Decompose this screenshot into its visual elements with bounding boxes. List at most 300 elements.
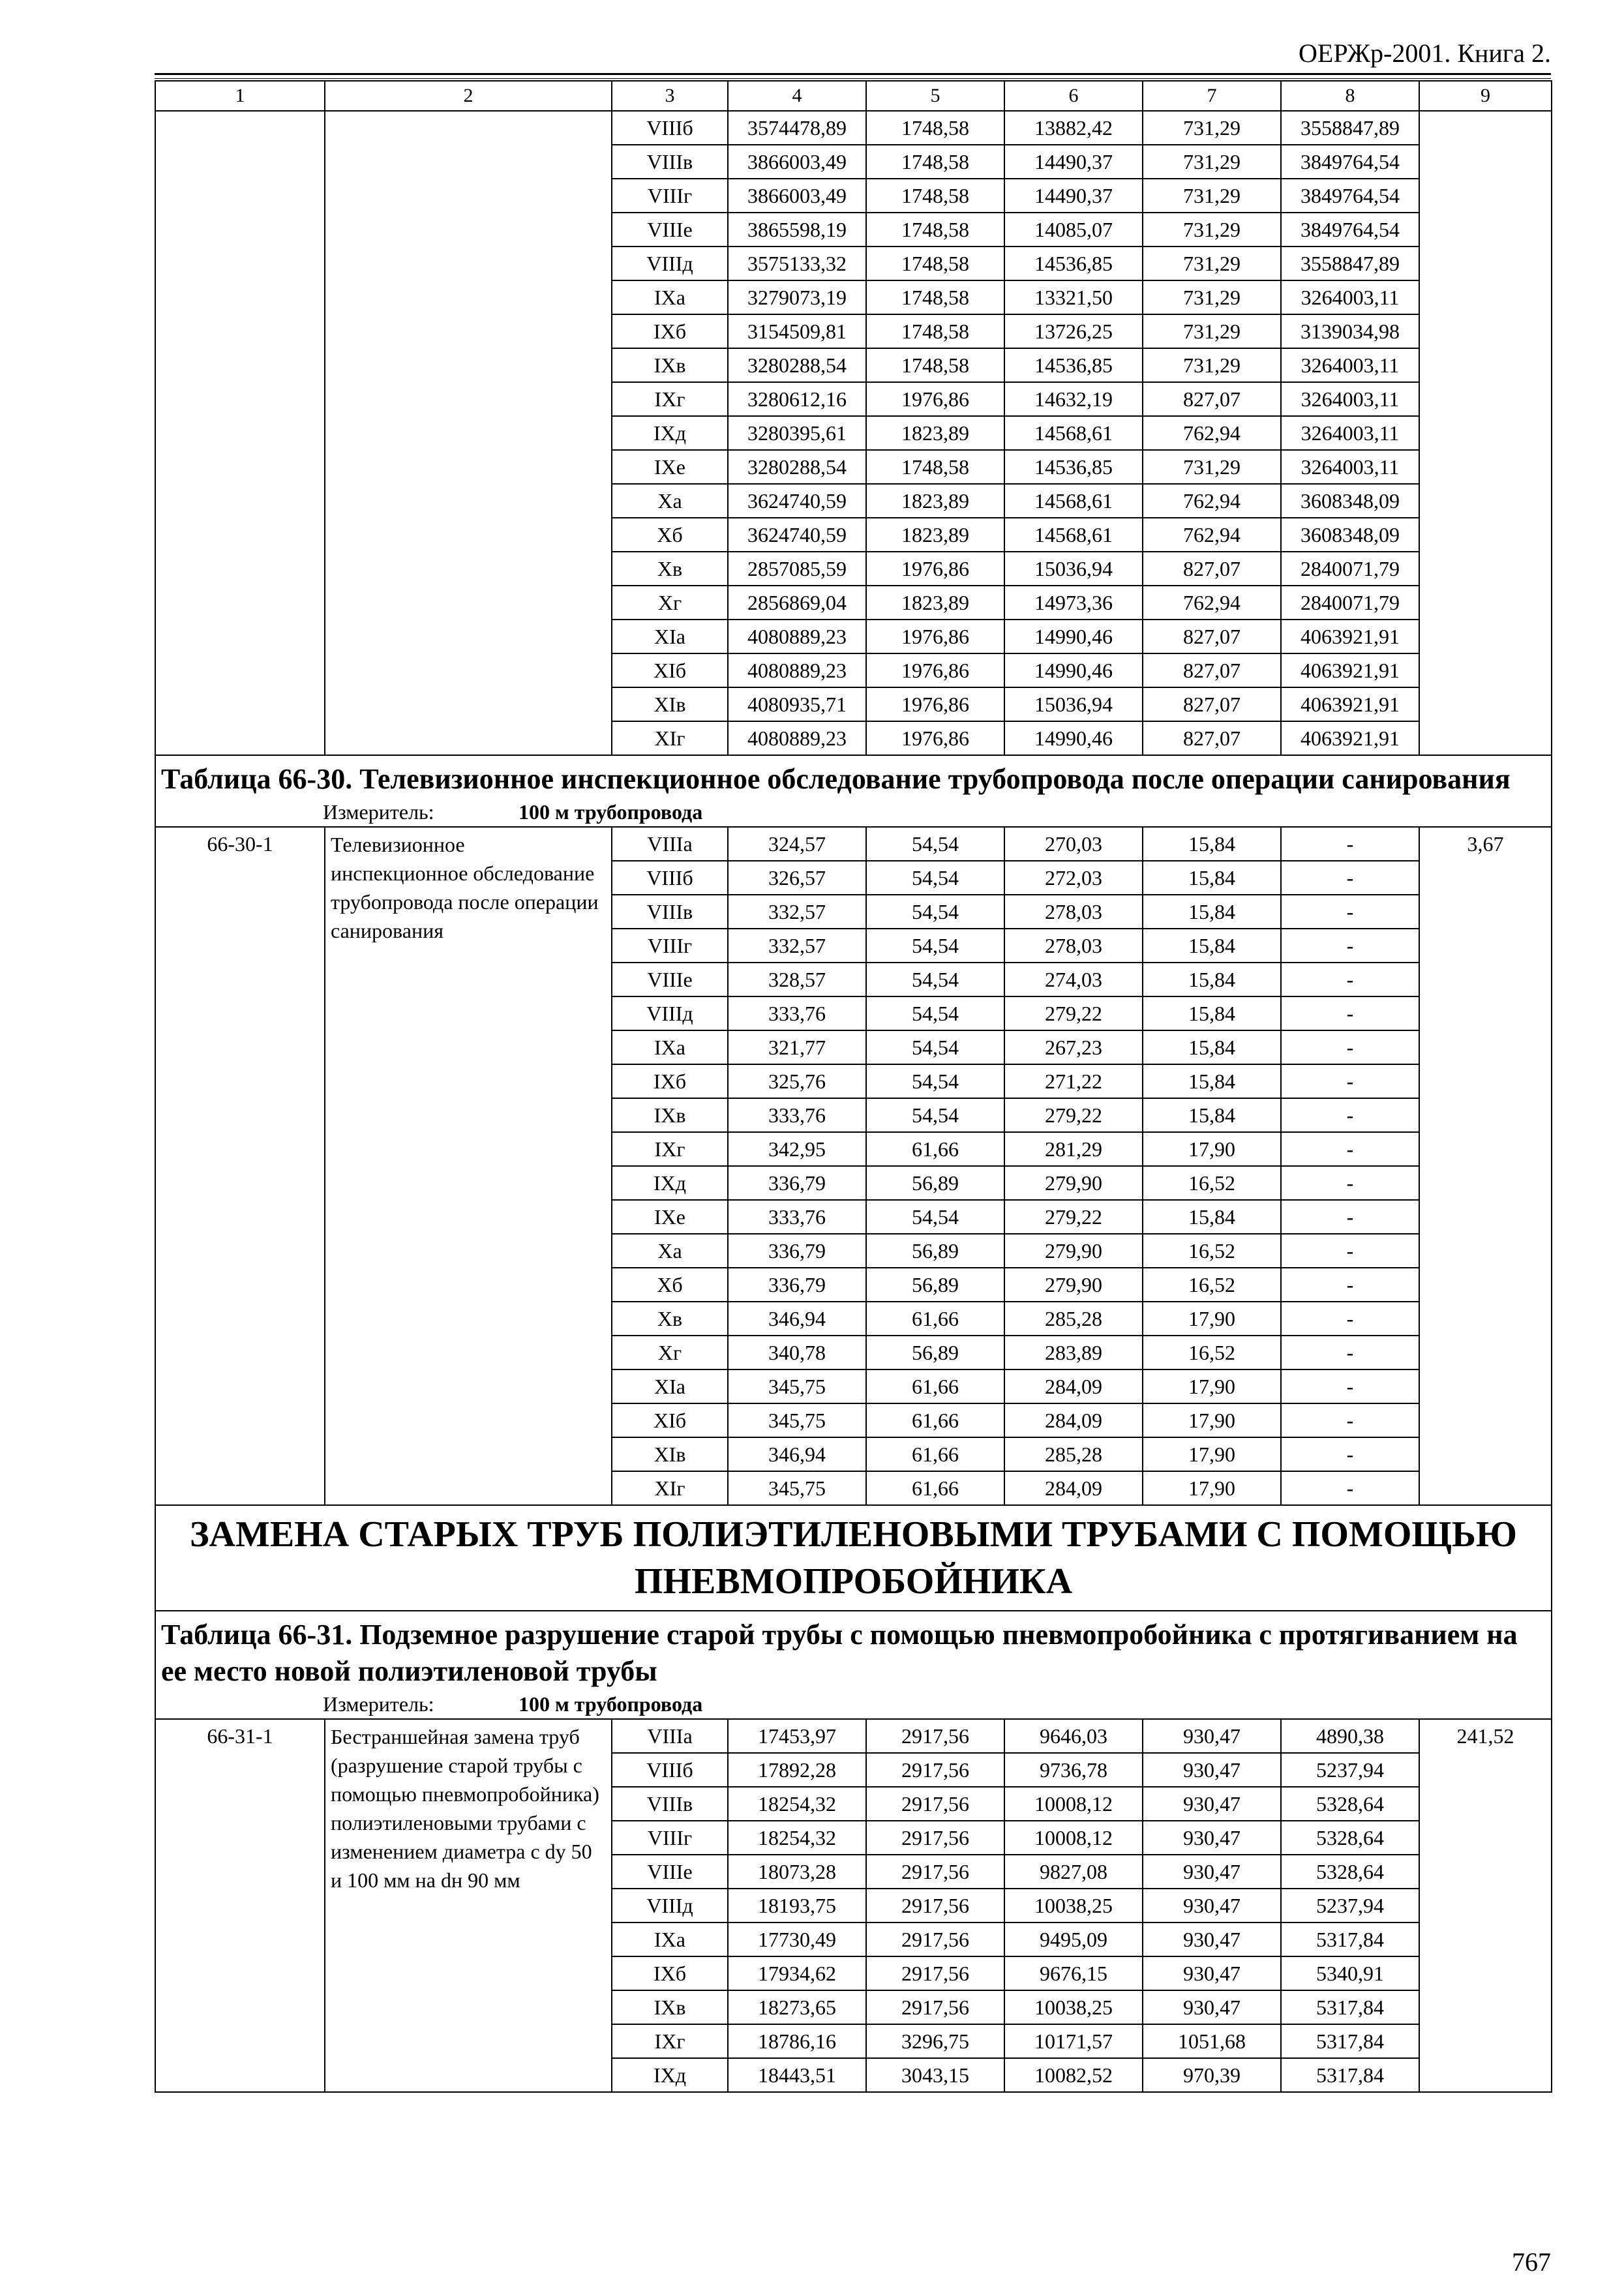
zone-cell: IXа	[612, 1030, 728, 1064]
direct-cost-cell: 3624740,59	[728, 484, 866, 518]
wages-cell: 54,54	[866, 1200, 1004, 1234]
machinist-wages-cell: 17,90	[1143, 1471, 1281, 1505]
zone-cell: VIIIв	[612, 1787, 728, 1821]
measure-row	[155, 798, 1552, 827]
zone-cell: XIа	[612, 620, 728, 653]
machines-cell: 279,90	[1004, 1166, 1143, 1200]
code-cell	[155, 111, 325, 755]
description-cell	[325, 111, 612, 755]
column-number-cell: 4	[728, 81, 866, 111]
zone-cell: Xг	[612, 586, 728, 620]
wages-cell: 3043,15	[866, 2058, 1004, 2092]
wages-cell: 3296,75	[866, 2024, 1004, 2058]
zone-cell: VIIIе	[612, 213, 728, 247]
column-number-cell: 7	[1143, 81, 1281, 111]
table-row	[155, 827, 1552, 861]
machines-cell: 14490,37	[1004, 179, 1143, 213]
materials-cell: 3264003,11	[1281, 348, 1419, 382]
machinist-wages-cell: 731,29	[1143, 247, 1281, 280]
direct-cost-cell: 17730,49	[728, 1922, 866, 1956]
materials-cell: -	[1281, 861, 1419, 895]
machinist-wages-cell: 930,47	[1143, 1787, 1281, 1821]
machines-cell: 10038,25	[1004, 1990, 1143, 2024]
machinist-wages-cell: 930,47	[1143, 1821, 1281, 1855]
machinist-wages-cell: 16,52	[1143, 1268, 1281, 1302]
wages-cell: 1748,58	[866, 111, 1004, 145]
zone-cell: IXв	[612, 1990, 728, 2024]
measure-value: 100 м трубопровода	[519, 1692, 703, 1716]
document-header: ОЕРЖр-2001. Книга 2.	[1299, 38, 1551, 68]
direct-cost-cell: 328,57	[728, 963, 866, 996]
machinist-wages-cell: 731,29	[1143, 213, 1281, 247]
direct-cost-cell: 18254,32	[728, 1821, 866, 1855]
col9-cell: 3,67	[1419, 827, 1552, 1505]
machines-cell: 13726,25	[1004, 314, 1143, 348]
direct-cost-cell: 3624740,59	[728, 518, 866, 552]
zone-cell: Xв	[612, 552, 728, 586]
machinist-wages-cell: 731,29	[1143, 179, 1281, 213]
machines-cell: 271,22	[1004, 1064, 1143, 1098]
direct-cost-cell: 18443,51	[728, 2058, 866, 2092]
direct-cost-cell: 18273,65	[728, 1990, 866, 2024]
machines-cell: 279,22	[1004, 1098, 1143, 1132]
machines-cell: 284,09	[1004, 1369, 1143, 1403]
materials-cell: -	[1281, 1234, 1419, 1268]
materials-cell: 3608348,09	[1281, 484, 1419, 518]
machinist-wages-cell: 15,84	[1143, 1098, 1281, 1132]
machines-cell: 13321,50	[1004, 280, 1143, 314]
table-66-30-title: Таблица 66-30. Телевизионное инспекционное обследование трубопровода после операции санирования	[155, 755, 1552, 798]
direct-cost-cell: 3280395,61	[728, 416, 866, 450]
materials-cell: 5237,94	[1281, 1753, 1419, 1787]
machines-cell: 9827,08	[1004, 1855, 1143, 1889]
materials-cell: 5317,84	[1281, 1990, 1419, 2024]
wages-cell: 1748,58	[866, 179, 1004, 213]
materials-cell: 4063921,91	[1281, 687, 1419, 721]
column-number-cell: 6	[1004, 81, 1143, 111]
measure-value: 100 м трубопровода	[519, 800, 703, 824]
materials-cell: 3264003,11	[1281, 416, 1419, 450]
measure-cell	[155, 798, 1552, 827]
direct-cost-cell: 3866003,49	[728, 145, 866, 179]
wages-cell: 1976,86	[866, 382, 1004, 416]
zone-cell: Xб	[612, 1268, 728, 1302]
zone-cell: IXд	[612, 2058, 728, 2092]
machinist-wages-cell: 17,90	[1143, 1369, 1281, 1403]
zone-cell: XIг	[612, 1471, 728, 1505]
wages-cell: 54,54	[866, 861, 1004, 895]
machines-cell: 10171,57	[1004, 2024, 1143, 2058]
direct-cost-cell: 336,79	[728, 1268, 866, 1302]
machines-cell: 267,23	[1004, 1030, 1143, 1064]
direct-cost-cell: 3154509,81	[728, 314, 866, 348]
direct-cost-cell: 325,76	[728, 1064, 866, 1098]
wages-cell: 1823,89	[866, 518, 1004, 552]
zone-cell: VIIIа	[612, 827, 728, 861]
direct-cost-cell: 346,94	[728, 1437, 866, 1471]
zone-cell: Xг	[612, 1336, 728, 1369]
machinist-wages-cell: 827,07	[1143, 552, 1281, 586]
wages-cell: 61,66	[866, 1302, 1004, 1336]
direct-cost-cell: 333,76	[728, 1098, 866, 1132]
machines-cell: 14990,46	[1004, 620, 1143, 653]
column-number-cell: 8	[1281, 81, 1419, 111]
wages-cell: 61,66	[866, 1471, 1004, 1505]
machinist-wages-cell: 827,07	[1143, 721, 1281, 755]
wages-cell: 1976,86	[866, 620, 1004, 653]
wages-cell: 1823,89	[866, 484, 1004, 518]
machines-cell: 14490,37	[1004, 145, 1143, 179]
machines-cell: 10038,25	[1004, 1889, 1143, 1922]
description-cell: Телевизионное инспекционное обследование трубопровода после операции санирования	[325, 827, 612, 1505]
direct-cost-cell: 332,57	[728, 895, 866, 929]
direct-cost-cell: 332,57	[728, 929, 866, 963]
machinist-wages-cell: 762,94	[1143, 416, 1281, 450]
column-number-cell: 1	[155, 81, 325, 111]
materials-cell: 5317,84	[1281, 1922, 1419, 1956]
direct-cost-cell: 4080889,23	[728, 620, 866, 653]
materials-cell: 5328,64	[1281, 1855, 1419, 1889]
wages-cell: 54,54	[866, 1064, 1004, 1098]
machinist-wages-cell: 16,52	[1143, 1166, 1281, 1200]
machines-cell: 9495,09	[1004, 1922, 1143, 1956]
machines-cell: 15036,94	[1004, 552, 1143, 586]
wages-cell: 56,89	[866, 1336, 1004, 1369]
column-number-cell: 3	[612, 81, 728, 111]
machines-cell: 14568,61	[1004, 484, 1143, 518]
machines-cell: 14536,85	[1004, 348, 1143, 382]
column-number-cell: 9	[1419, 81, 1552, 111]
machinist-wages-cell: 17,90	[1143, 1437, 1281, 1471]
machinist-wages-cell: 762,94	[1143, 518, 1281, 552]
machines-cell: 14568,61	[1004, 518, 1143, 552]
wages-cell: 54,54	[866, 996, 1004, 1030]
machines-cell: 272,03	[1004, 861, 1143, 895]
materials-cell: 3264003,11	[1281, 382, 1419, 416]
materials-cell: 5328,64	[1281, 1787, 1419, 1821]
direct-cost-cell: 326,57	[728, 861, 866, 895]
zone-cell: VIIIа	[612, 1719, 728, 1753]
materials-cell: -	[1281, 1437, 1419, 1471]
wages-cell: 61,66	[866, 1132, 1004, 1166]
machines-cell: 278,03	[1004, 929, 1143, 963]
wages-cell: 2917,56	[866, 1855, 1004, 1889]
column-number-cell: 5	[866, 81, 1004, 111]
machines-cell: 279,22	[1004, 1200, 1143, 1234]
wages-cell: 1748,58	[866, 247, 1004, 280]
machinist-wages-cell: 930,47	[1143, 1922, 1281, 1956]
machines-cell: 9676,15	[1004, 1956, 1143, 1990]
machines-cell: 283,89	[1004, 1336, 1143, 1369]
machines-cell: 14536,85	[1004, 450, 1143, 484]
machines-cell: 14990,46	[1004, 721, 1143, 755]
direct-cost-cell: 345,75	[728, 1369, 866, 1403]
machinist-wages-cell: 827,07	[1143, 653, 1281, 687]
direct-cost-cell: 324,57	[728, 827, 866, 861]
machinist-wages-cell: 762,94	[1143, 484, 1281, 518]
direct-cost-cell: 333,76	[728, 996, 866, 1030]
materials-cell: 4890,38	[1281, 1719, 1419, 1753]
wages-cell: 1748,58	[866, 213, 1004, 247]
materials-cell: -	[1281, 1166, 1419, 1200]
wages-cell: 61,66	[866, 1403, 1004, 1437]
materials-cell: 3558847,89	[1281, 111, 1419, 145]
direct-cost-cell: 346,94	[728, 1302, 866, 1336]
machines-cell: 13882,42	[1004, 111, 1143, 145]
zone-cell: IXа	[612, 280, 728, 314]
machinist-wages-cell: 930,47	[1143, 1956, 1281, 1990]
zone-cell: IXб	[612, 1956, 728, 1990]
zone-cell: IXб	[612, 314, 728, 348]
zone-cell: VIIIд	[612, 247, 728, 280]
machines-cell: 278,03	[1004, 895, 1143, 929]
column-numbers-row	[155, 81, 1552, 111]
machinist-wages-cell: 15,84	[1143, 929, 1281, 963]
wages-cell: 2917,56	[866, 1990, 1004, 2024]
machinist-wages-cell: 930,47	[1143, 1990, 1281, 2024]
table-title-row	[155, 1611, 1552, 1690]
direct-cost-cell: 3574478,89	[728, 111, 866, 145]
machinist-wages-cell: 827,07	[1143, 620, 1281, 653]
zone-cell: Xб	[612, 518, 728, 552]
measure-row	[155, 1690, 1552, 1719]
machinist-wages-cell: 16,52	[1143, 1336, 1281, 1369]
wages-cell: 2917,56	[866, 1922, 1004, 1956]
wages-cell: 1976,86	[866, 552, 1004, 586]
materials-cell: -	[1281, 1030, 1419, 1064]
zone-cell: VIIIб	[612, 111, 728, 145]
materials-cell: -	[1281, 963, 1419, 996]
materials-cell: 2840071,79	[1281, 586, 1419, 620]
materials-cell: 5237,94	[1281, 1889, 1419, 1922]
machinist-wages-cell: 15,84	[1143, 1200, 1281, 1234]
zone-cell: VIIIе	[612, 1855, 728, 1889]
direct-cost-cell: 336,79	[728, 1166, 866, 1200]
wages-cell: 54,54	[866, 1030, 1004, 1064]
machines-cell: 10082,52	[1004, 2058, 1143, 2092]
wages-cell: 1823,89	[866, 586, 1004, 620]
direct-cost-cell: 3866003,49	[728, 179, 866, 213]
materials-cell: 5317,84	[1281, 2024, 1419, 2058]
machinist-wages-cell: 17,90	[1143, 1403, 1281, 1437]
measure-label: Измеритель:	[323, 1692, 434, 1716]
direct-cost-cell: 18193,75	[728, 1889, 866, 1922]
code-cell: 66-30-1	[155, 827, 325, 1505]
wages-cell: 54,54	[866, 1098, 1004, 1132]
header-rule	[155, 73, 1551, 75]
zone-cell: XIв	[612, 1437, 728, 1471]
zone-cell: IXд	[612, 416, 728, 450]
code-cell: 66-31-1	[155, 1719, 325, 2092]
materials-cell: 5317,84	[1281, 2058, 1419, 2092]
direct-cost-cell: 17934,62	[728, 1956, 866, 1990]
column-number-cell: 2	[325, 81, 612, 111]
wages-cell: 1823,89	[866, 416, 1004, 450]
header-rule-thin	[155, 78, 1551, 79]
materials-cell: -	[1281, 1132, 1419, 1166]
wages-cell: 1748,58	[866, 145, 1004, 179]
machines-cell: 284,09	[1004, 1403, 1143, 1437]
zone-cell: VIIIе	[612, 963, 728, 996]
zone-cell: VIIIд	[612, 996, 728, 1030]
machines-cell: 279,22	[1004, 996, 1143, 1030]
direct-cost-cell: 4080935,71	[728, 687, 866, 721]
machinist-wages-cell: 731,29	[1143, 111, 1281, 145]
wages-cell: 2917,56	[866, 1719, 1004, 1753]
direct-cost-cell: 3865598,19	[728, 213, 866, 247]
machinist-wages-cell: 930,47	[1143, 1889, 1281, 1922]
materials-cell: 4063921,91	[1281, 721, 1419, 755]
machines-cell: 9736,78	[1004, 1753, 1143, 1787]
zone-cell: IXб	[612, 1064, 728, 1098]
zone-cell: IXв	[612, 348, 728, 382]
materials-cell: -	[1281, 1336, 1419, 1369]
machinist-wages-cell: 762,94	[1143, 586, 1281, 620]
materials-cell: -	[1281, 1302, 1419, 1336]
machines-cell: 14973,36	[1004, 586, 1143, 620]
zone-cell: VIIIб	[612, 1753, 728, 1787]
materials-cell: -	[1281, 1064, 1419, 1098]
zone-cell: Xа	[612, 1234, 728, 1268]
page-number: 767	[1512, 2247, 1551, 2277]
machinist-wages-cell: 15,84	[1143, 1064, 1281, 1098]
machines-cell: 285,28	[1004, 1302, 1143, 1336]
direct-cost-cell: 2857085,59	[728, 552, 866, 586]
wages-cell: 56,89	[866, 1268, 1004, 1302]
machines-cell: 14568,61	[1004, 416, 1143, 450]
machinist-wages-cell: 15,84	[1143, 861, 1281, 895]
machinist-wages-cell: 16,52	[1143, 1234, 1281, 1268]
measure-label: Измеритель:	[323, 800, 434, 824]
zone-cell: IXг	[612, 1132, 728, 1166]
direct-cost-cell: 333,76	[728, 1200, 866, 1234]
col9-cell	[1419, 111, 1552, 755]
direct-cost-cell: 321,77	[728, 1030, 866, 1064]
materials-cell: 3264003,11	[1281, 280, 1419, 314]
machines-cell: 14632,19	[1004, 382, 1143, 416]
zone-cell: VIIIг	[612, 179, 728, 213]
direct-cost-cell: 17453,97	[728, 1719, 866, 1753]
materials-cell: -	[1281, 929, 1419, 963]
materials-cell: -	[1281, 1098, 1419, 1132]
section-title-row	[155, 1505, 1552, 1611]
materials-cell: 2840071,79	[1281, 552, 1419, 586]
materials-cell: -	[1281, 895, 1419, 929]
materials-cell: 3849764,54	[1281, 213, 1419, 247]
wages-cell: 54,54	[866, 895, 1004, 929]
direct-cost-cell: 4080889,23	[728, 721, 866, 755]
materials-cell: -	[1281, 1369, 1419, 1403]
wages-cell: 56,89	[866, 1166, 1004, 1200]
wages-cell: 1976,86	[866, 721, 1004, 755]
zone-cell: IXе	[612, 450, 728, 484]
machines-cell: 279,90	[1004, 1268, 1143, 1302]
machinist-wages-cell: 17,90	[1143, 1132, 1281, 1166]
wages-cell: 1748,58	[866, 314, 1004, 348]
zone-cell: XIв	[612, 687, 728, 721]
machines-cell: 285,28	[1004, 1437, 1143, 1471]
direct-cost-cell: 18254,32	[728, 1787, 866, 1821]
direct-cost-cell: 340,78	[728, 1336, 866, 1369]
materials-cell: 5328,64	[1281, 1821, 1419, 1855]
materials-cell: -	[1281, 1268, 1419, 1302]
direct-cost-cell: 18073,28	[728, 1855, 866, 1889]
direct-cost-cell: 336,79	[728, 1234, 866, 1268]
machines-cell: 274,03	[1004, 963, 1143, 996]
machinist-wages-cell: 970,39	[1143, 2058, 1281, 2092]
machines-cell: 279,90	[1004, 1234, 1143, 1268]
wages-cell: 1976,86	[866, 653, 1004, 687]
zone-cell: VIIIд	[612, 1889, 728, 1922]
machines-cell: 14990,46	[1004, 653, 1143, 687]
measure-cell	[155, 1690, 1552, 1719]
direct-cost-cell: 3575133,32	[728, 247, 866, 280]
zone-cell: Xа	[612, 484, 728, 518]
zone-cell: XIб	[612, 653, 728, 687]
machinist-wages-cell: 1051,68	[1143, 2024, 1281, 2058]
col9-cell: 241,52	[1419, 1719, 1552, 2092]
zone-cell: IXе	[612, 1200, 728, 1234]
machines-cell: 10008,12	[1004, 1787, 1143, 1821]
wages-cell: 2917,56	[866, 1787, 1004, 1821]
machinist-wages-cell: 731,29	[1143, 348, 1281, 382]
direct-cost-cell: 17892,28	[728, 1753, 866, 1787]
materials-cell: 3849764,54	[1281, 145, 1419, 179]
wages-cell: 1748,58	[866, 450, 1004, 484]
materials-cell: -	[1281, 827, 1419, 861]
table-row	[155, 111, 1552, 145]
wages-cell: 2917,56	[866, 1821, 1004, 1855]
table-66-31-title: Таблица 66-31. Подземное разрушение старой трубы с помощью пневмопробойника с протягиванием на ее место новой полиэтиленовой трубы	[155, 1611, 1552, 1690]
direct-cost-cell: 3280612,16	[728, 382, 866, 416]
materials-cell: -	[1281, 1403, 1419, 1437]
zone-cell: IXд	[612, 1166, 728, 1200]
machinist-wages-cell: 930,47	[1143, 1855, 1281, 1889]
materials-cell: 3264003,11	[1281, 450, 1419, 484]
materials-cell: -	[1281, 1200, 1419, 1234]
machinist-wages-cell: 15,84	[1143, 996, 1281, 1030]
wages-cell: 61,66	[866, 1437, 1004, 1471]
direct-cost-cell: 342,95	[728, 1132, 866, 1166]
section-title: ЗАМЕНА СТАРЫХ ТРУБ ПОЛИЭТИЛЕНОВЫМИ ТРУБАМИ С ПОМОЩЬЮ ПНЕВМОПРОБОЙНИКА	[155, 1505, 1552, 1611]
zone-cell: IXг	[612, 382, 728, 416]
machinist-wages-cell: 827,07	[1143, 687, 1281, 721]
materials-cell: -	[1281, 996, 1419, 1030]
wages-cell: 54,54	[866, 827, 1004, 861]
wages-cell: 54,54	[866, 929, 1004, 963]
direct-cost-cell: 2856869,04	[728, 586, 866, 620]
description-cell: Бестраншейная замена труб (разрушение старой трубы с помощью пневмопробойника) полиэтиленовыми трубами с изменением диаметра с dy 50 и 100 мм на dн 90 мм	[325, 1719, 612, 2092]
zone-cell: XIа	[612, 1369, 728, 1403]
machines-cell: 270,03	[1004, 827, 1143, 861]
zone-cell: VIIIв	[612, 895, 728, 929]
zone-cell: XIб	[612, 1403, 728, 1437]
rates-table	[155, 80, 1552, 2093]
wages-cell: 1748,58	[866, 280, 1004, 314]
materials-cell: 4063921,91	[1281, 620, 1419, 653]
materials-cell: -	[1281, 1471, 1419, 1505]
zone-cell: Xв	[612, 1302, 728, 1336]
machines-cell: 281,29	[1004, 1132, 1143, 1166]
zone-cell: VIIIг	[612, 1821, 728, 1855]
materials-cell: 3139034,98	[1281, 314, 1419, 348]
wages-cell: 2917,56	[866, 1956, 1004, 1990]
machinist-wages-cell: 15,84	[1143, 1030, 1281, 1064]
machines-cell: 14085,07	[1004, 213, 1143, 247]
machinist-wages-cell: 731,29	[1143, 450, 1281, 484]
machinist-wages-cell: 930,47	[1143, 1719, 1281, 1753]
wages-cell: 2917,56	[866, 1753, 1004, 1787]
